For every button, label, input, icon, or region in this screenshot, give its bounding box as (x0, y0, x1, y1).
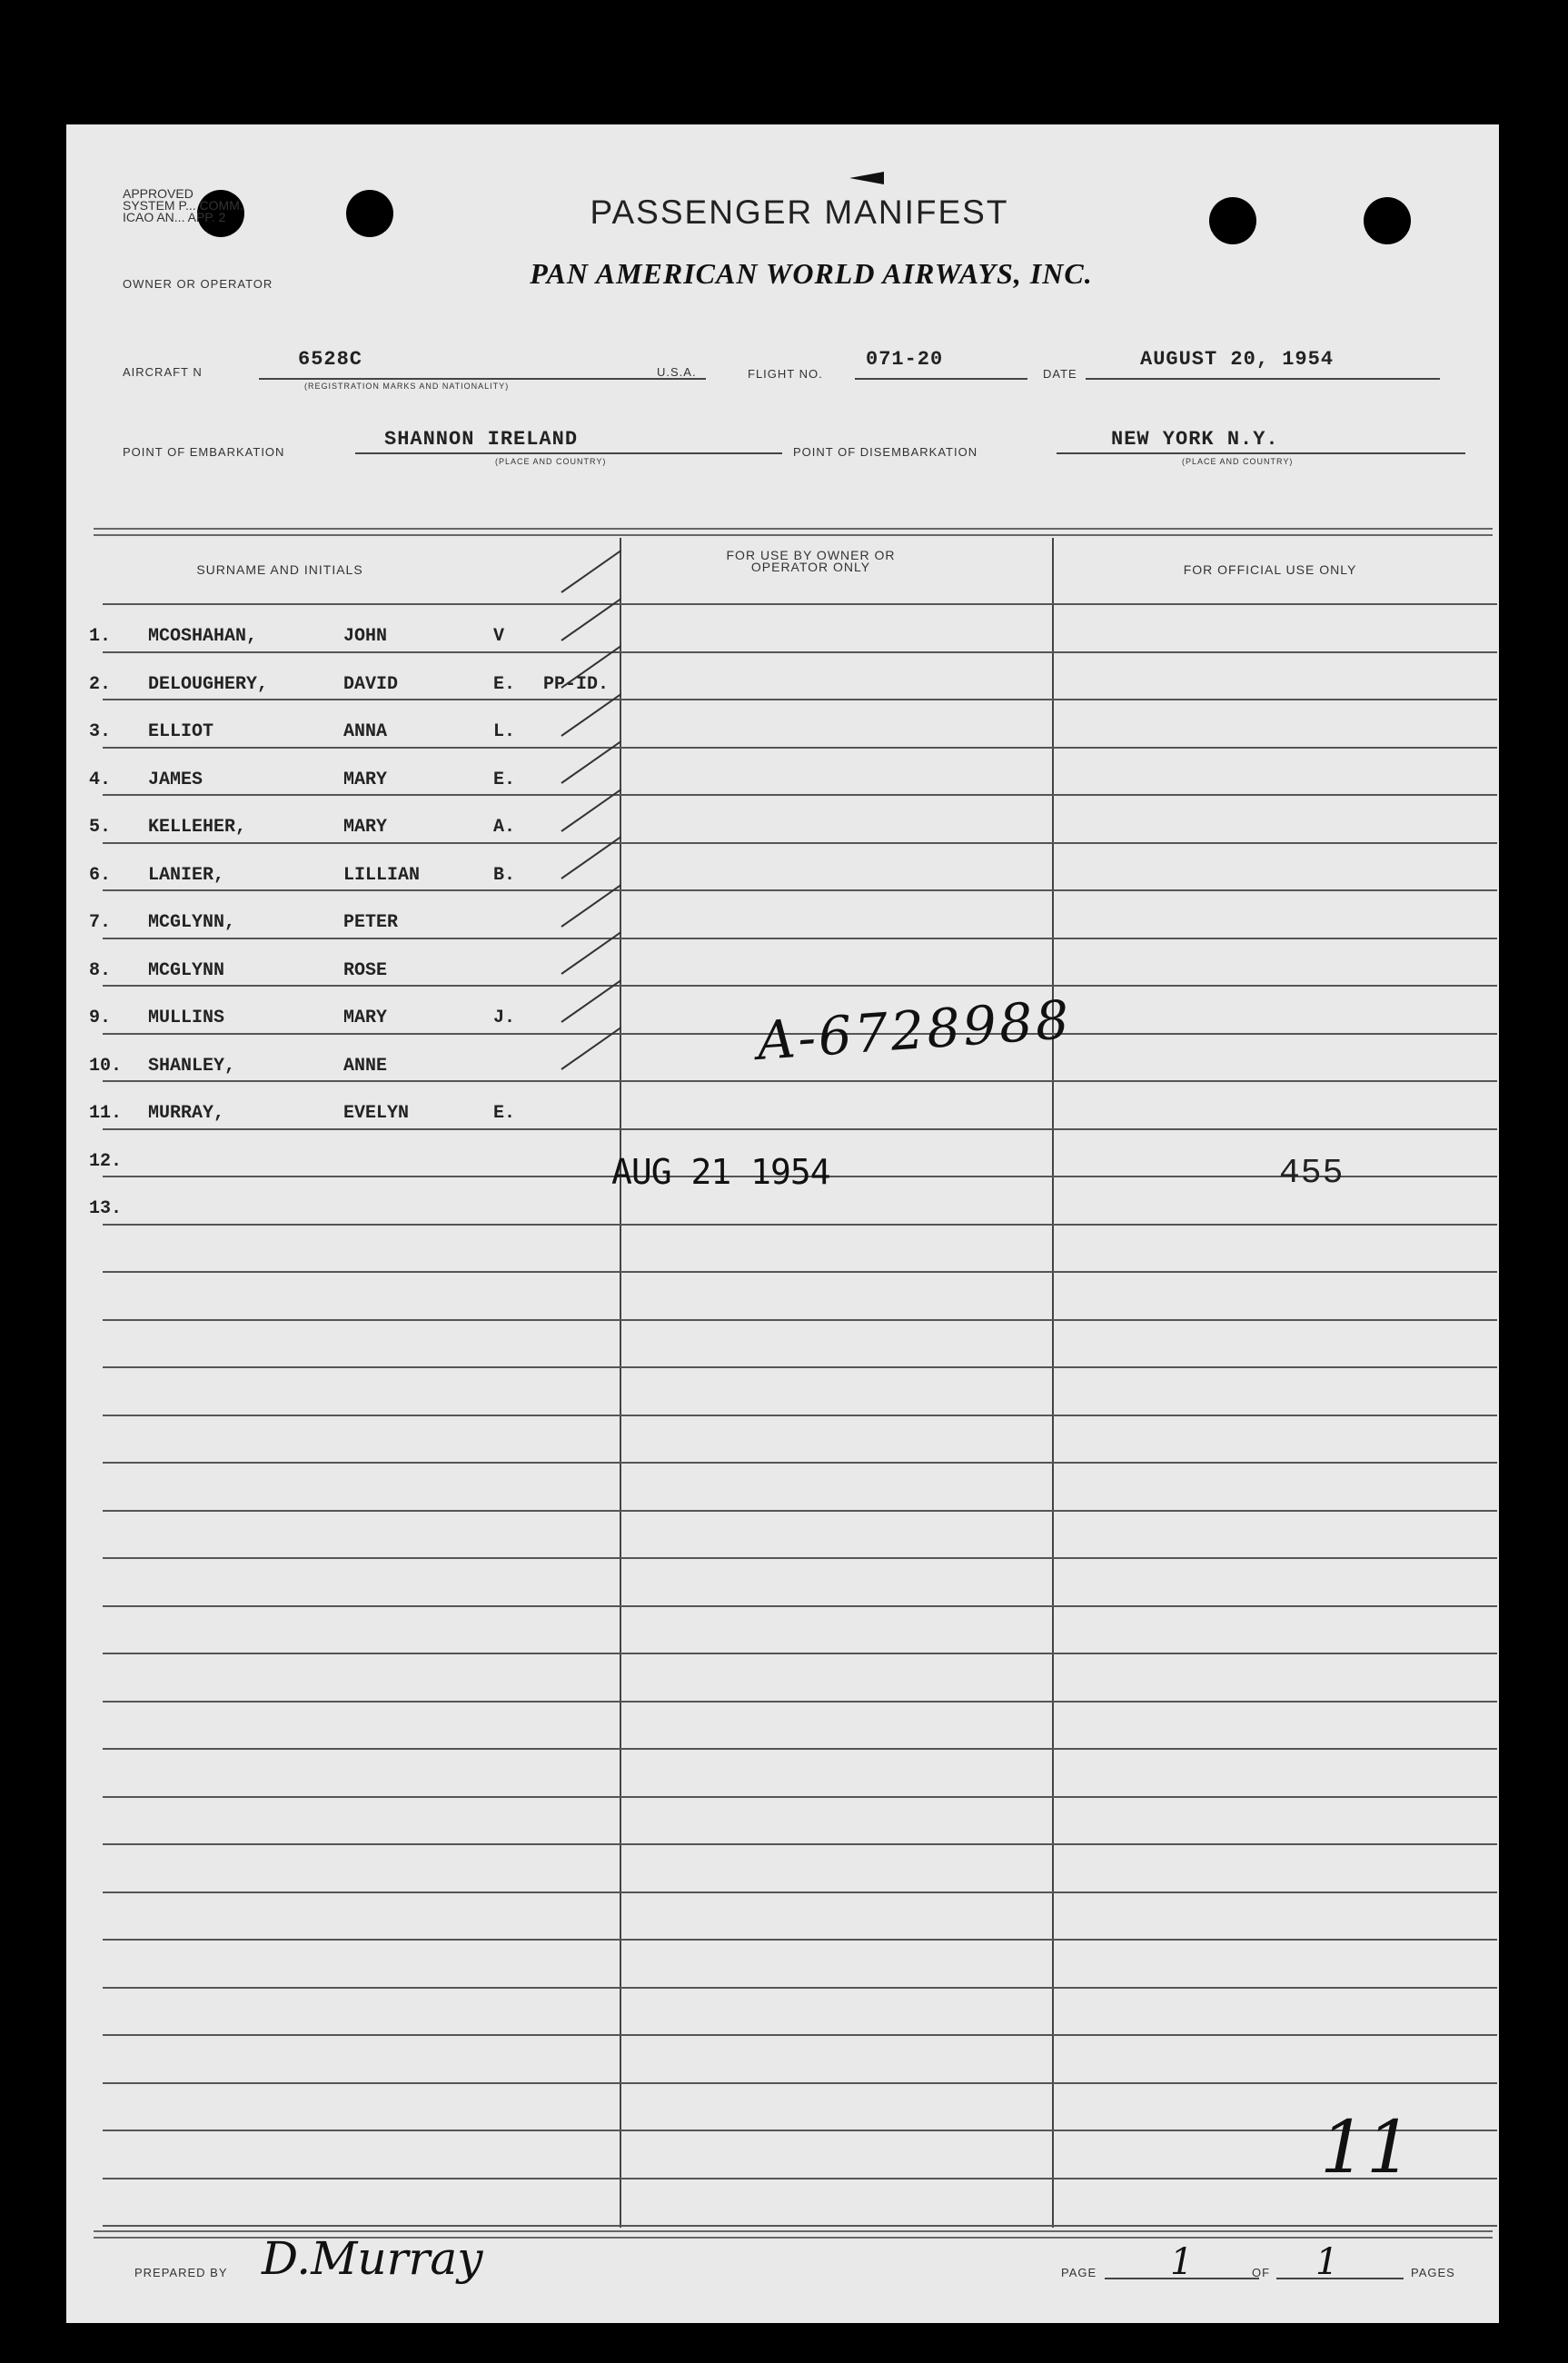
ruled-line (103, 699, 1497, 700)
usa-label: U.S.A. (657, 365, 697, 379)
passenger-initial: A. (493, 817, 516, 838)
passenger-first-name: ANNA (343, 721, 388, 742)
ruled-line (103, 1891, 1497, 1893)
passenger-number: 9. (89, 1008, 112, 1028)
ruled-line (103, 889, 1497, 891)
aircraft-label: AIRCRAFT N (123, 365, 203, 379)
embarkation-value: SHANNON IRELAND (384, 428, 579, 451)
disembarkation-caption: (PLACE AND COUNTRY) (1182, 457, 1294, 466)
passenger-number: 3. (89, 721, 112, 742)
ruled-line (103, 1653, 1497, 1654)
ruled-line (103, 747, 1497, 749)
date-underline (1086, 378, 1440, 380)
ruled-line (103, 1605, 1497, 1607)
passenger-first-name: EVELYN (343, 1103, 410, 1124)
aircraft-caption: (REGISTRATION MARKS AND NATIONALITY) (304, 382, 510, 391)
of-underline (1276, 2278, 1404, 2279)
passenger-note: PP-ID. (543, 674, 610, 695)
check-mark (561, 550, 621, 593)
punch-hole (1209, 197, 1256, 244)
ruled-line (103, 1843, 1497, 1845)
ruled-line (103, 1748, 1497, 1750)
ruled-line (103, 1796, 1497, 1798)
column-header-surname: SURNAME AND INITIALS (196, 562, 363, 577)
passenger-first-name: MARY (343, 769, 388, 790)
arrow-mark-icon (849, 172, 884, 184)
ruled-line (103, 1939, 1497, 1941)
ruled-line (103, 1224, 1497, 1226)
passenger-initial: B. (493, 865, 516, 886)
flight-value: 071-20 (866, 348, 944, 371)
passenger-initial: J. (493, 1008, 516, 1028)
owner-value: PAN AMERICAN WORLD AIRWAYS, INC. (530, 257, 1093, 290)
table-top-rule (94, 534, 1493, 536)
ruled-line (103, 2034, 1497, 2036)
disembarkation-underline (1057, 452, 1465, 454)
passenger-surname: MURRAY, (148, 1103, 225, 1124)
official-number: 455 (1279, 1154, 1345, 1193)
ruled-line (103, 1701, 1497, 1703)
ruled-line (103, 1987, 1497, 1989)
aircraft-value: 6528C (298, 348, 363, 371)
passenger-initial: E. (493, 1103, 516, 1124)
passenger-surname: MULLINS (148, 1008, 225, 1028)
ruled-line (103, 1080, 1497, 1082)
column-header-owner-use: FOR USE BY OWNER OR OPERATOR ONLY (726, 548, 896, 574)
prepared-signature: D.Murray (262, 2232, 483, 2285)
prepared-by-label: PREPARED BY (134, 2266, 228, 2279)
ruled-line (103, 603, 1497, 605)
manifest-sheet (66, 124, 1499, 2323)
passenger-first-name: JOHN (343, 626, 388, 647)
passenger-initial: L. (493, 721, 516, 742)
pages-label: PAGES (1411, 2266, 1455, 2279)
passenger-number: 11. (89, 1103, 123, 1124)
passenger-surname: JAMES (148, 769, 203, 790)
ruled-line (103, 2178, 1497, 2179)
passenger-number: 6. (89, 865, 112, 886)
passenger-number: 10. (89, 1056, 123, 1077)
passenger-number: 7. (89, 912, 112, 933)
ruled-line (103, 1271, 1497, 1273)
ruled-line (103, 2082, 1497, 2084)
page-title: PASSENGER MANIFEST (590, 194, 1009, 231)
passenger-number: 4. (89, 769, 112, 790)
punch-hole (1364, 197, 1411, 244)
aircraft-underline (259, 378, 706, 380)
ruled-line (103, 985, 1497, 987)
passenger-surname: MCOSHAHAN, (148, 626, 258, 647)
passenger-surname: SHANLEY, (148, 1056, 236, 1077)
of-label: OF (1252, 2266, 1271, 2279)
ruled-line (103, 1319, 1497, 1321)
disembarkation-value: NEW YORK N.Y. (1111, 428, 1279, 451)
alien-registration-number: A-6728988 (755, 988, 1074, 1073)
total-tally: 11 (1320, 2105, 1413, 2189)
passenger-number: 13. (89, 1198, 123, 1219)
page-value: 1 (1170, 2241, 1194, 2283)
passenger-surname: MCGLYNN (148, 960, 225, 981)
date-stamp: AUG 21 1954 (611, 1152, 830, 1192)
passenger-initial: V (493, 626, 505, 647)
passenger-first-name: ANNE (343, 1056, 388, 1077)
embarkation-caption: (PLACE AND COUNTRY) (495, 457, 607, 466)
ruled-line (103, 2130, 1497, 2131)
flight-underline (855, 378, 1027, 380)
ruled-line (103, 1415, 1497, 1416)
ruled-line (103, 1557, 1497, 1559)
of-value: 1 (1315, 2241, 1339, 2283)
passenger-first-name: DAVID (343, 674, 399, 695)
passenger-first-name: MARY (343, 817, 388, 838)
passenger-number: 5. (89, 817, 112, 838)
passenger-surname: ELLIOT (148, 721, 214, 742)
passenger-surname: MCGLYNN, (148, 912, 236, 933)
date-label: DATE (1043, 367, 1077, 381)
passenger-number: 12. (89, 1151, 123, 1172)
column-header-official: FOR OFFICIAL USE ONLY (1183, 562, 1357, 577)
ruled-line (103, 938, 1497, 939)
passenger-number: 1. (89, 626, 112, 647)
ruled-line (103, 1462, 1497, 1464)
column-divider (1052, 538, 1054, 2228)
ruled-line (103, 842, 1497, 844)
passenger-number: 2. (89, 674, 112, 695)
embarkation-underline (355, 452, 782, 454)
passenger-first-name: ROSE (343, 960, 388, 981)
ruled-line (103, 794, 1497, 796)
passenger-first-name: LILLIAN (343, 865, 421, 886)
passenger-surname: KELLEHER, (148, 817, 247, 838)
embarkation-label: POINT OF EMBARKATION (123, 445, 285, 459)
passenger-surname: DELOUGHERY, (148, 674, 269, 695)
ruled-line (103, 1128, 1497, 1130)
page-label: PAGE (1061, 2266, 1097, 2279)
table-top-rule (94, 528, 1493, 530)
ruled-line (103, 1366, 1497, 1368)
date-value: AUGUST 20, 1954 (1140, 348, 1335, 371)
passenger-first-name: MARY (343, 1008, 388, 1028)
passenger-initial: E. (493, 769, 516, 790)
approval-line-3: ICAO AN... APP. 2 (123, 210, 226, 224)
passenger-first-name: PETER (343, 912, 399, 933)
ruled-line (103, 651, 1497, 653)
flight-label: FLIGHT NO. (748, 367, 823, 381)
ruled-line (103, 1510, 1497, 1512)
ruled-line (103, 2225, 1497, 2227)
passenger-number: 8. (89, 960, 112, 981)
approval-line-2: SYSTEM P... COMM. (123, 198, 243, 213)
owner-label: OWNER OR OPERATOR (123, 277, 273, 291)
passenger-surname: LANIER, (148, 865, 225, 886)
approval-line-1: APPROVED (123, 186, 194, 201)
punch-hole (346, 190, 393, 237)
disembarkation-label: POINT OF DISEMBARKATION (793, 445, 978, 459)
passenger-initial: E. (493, 674, 516, 695)
